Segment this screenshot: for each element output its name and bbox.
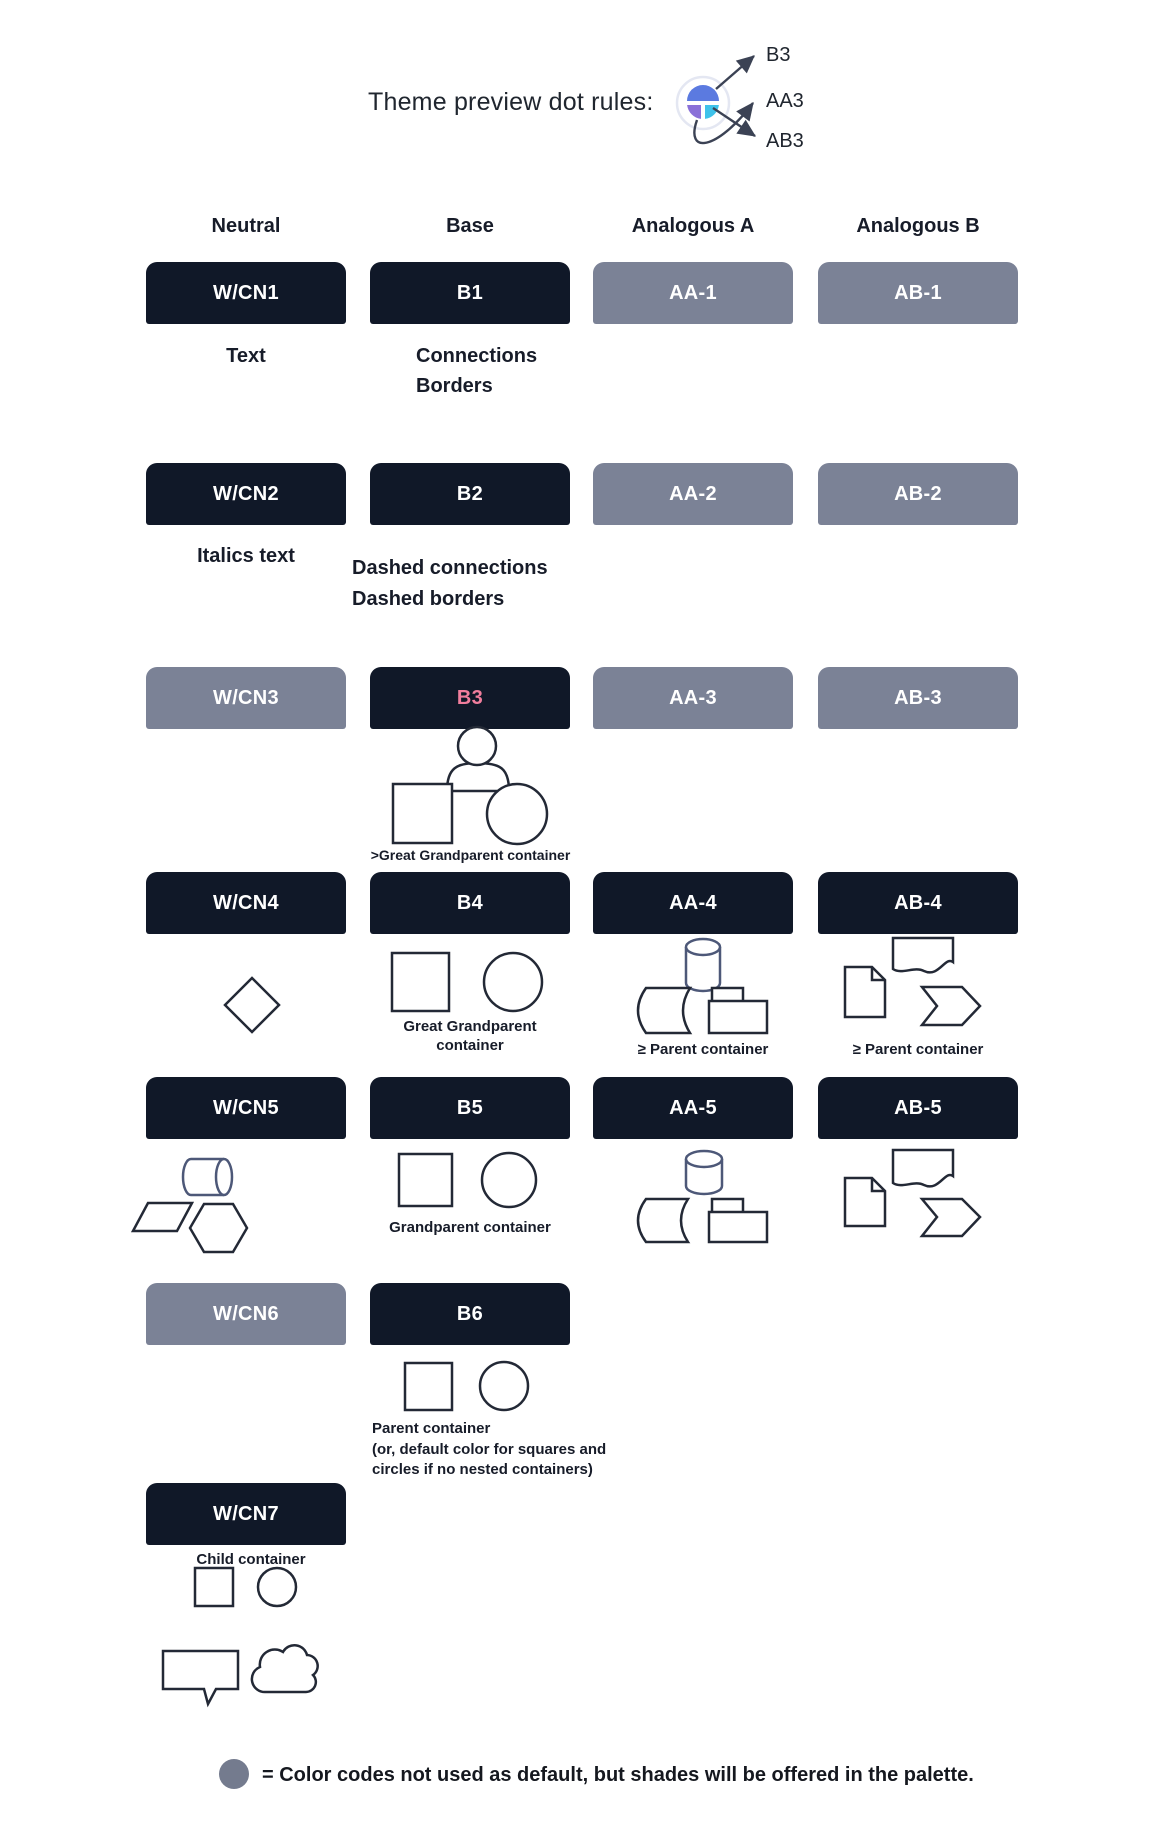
cloud-shape bbox=[252, 1645, 318, 1692]
column-header-neutral: Neutral bbox=[211, 215, 281, 237]
page-title: Theme preview dot rules: bbox=[368, 88, 654, 116]
legend-label-aa3: AA3 bbox=[766, 90, 804, 112]
note-italics-text: Italics text bbox=[197, 545, 295, 567]
swatch-wcn1: W/CN1 bbox=[146, 262, 346, 324]
swatch-wcn3: W/CN3 bbox=[146, 667, 346, 729]
footer-note: = Color codes not used as default, but shades will be offered in the palette. bbox=[262, 1764, 974, 1786]
note-borders: Borders bbox=[416, 375, 493, 397]
note-ge-parent-aa: ≥ Parent container bbox=[637, 1041, 769, 1058]
note-gt-great-grandparent: >Great Grandparent container bbox=[370, 847, 571, 863]
b3-shape-group bbox=[393, 727, 547, 844]
ab4-shape-group bbox=[845, 938, 980, 1025]
column-header-analogous-b: Analogous B bbox=[856, 215, 980, 237]
speech-bubble-shape bbox=[163, 1651, 238, 1704]
folder-shape bbox=[709, 1212, 767, 1242]
stored-data-shape bbox=[638, 1199, 688, 1242]
swatch-aa3: AA-3 bbox=[593, 667, 793, 729]
arrow-to-b3 bbox=[716, 56, 754, 89]
folder-tab-shape bbox=[712, 1199, 743, 1212]
document-shape bbox=[845, 967, 885, 1017]
stored-data-shape bbox=[638, 988, 690, 1033]
wcn7-shape-group bbox=[163, 1568, 318, 1704]
aa5-shape-group bbox=[638, 1151, 767, 1242]
swatch-b4: B4 bbox=[370, 872, 570, 934]
note-parent-line1: Parent container bbox=[372, 1420, 491, 1437]
note-connections: Connections bbox=[416, 345, 538, 367]
chevron-shape bbox=[922, 1199, 980, 1236]
legend-label-ab3: AB3 bbox=[766, 130, 804, 152]
person-icon bbox=[447, 763, 509, 791]
cylinder-icon bbox=[686, 939, 720, 991]
swatch-aa5: AA-5 bbox=[593, 1077, 793, 1139]
b4-shape-group bbox=[392, 953, 542, 1011]
note-ge-parent-ab: ≥ Parent container bbox=[852, 1041, 984, 1058]
swatch-ab1: AB-1 bbox=[818, 262, 1018, 324]
folder-shape bbox=[709, 1001, 767, 1033]
swatch-wcn6: W/CN6 bbox=[146, 1283, 346, 1345]
swatch-aa4: AA-4 bbox=[593, 872, 793, 934]
document-shape bbox=[845, 1178, 885, 1226]
swatch-ab4: AB-4 bbox=[818, 872, 1018, 934]
note-dashed-connections: Dashed connections bbox=[352, 557, 548, 579]
square-shape bbox=[405, 1363, 452, 1410]
swatch-wcn5: W/CN5 bbox=[146, 1077, 346, 1139]
cylinder-icon bbox=[686, 1151, 722, 1194]
note-text: Text bbox=[226, 345, 266, 367]
wavy-document-shape bbox=[893, 938, 953, 972]
swatch-b5: B5 bbox=[370, 1077, 570, 1139]
b6-shape-group bbox=[405, 1362, 528, 1410]
square-shape bbox=[195, 1568, 233, 1606]
note-dashed-borders: Dashed borders bbox=[352, 588, 505, 610]
circle-shape bbox=[487, 784, 547, 844]
wavy-document-shape bbox=[893, 1150, 953, 1186]
column-header-analogous-a: Analogous A bbox=[631, 215, 755, 237]
aa4-shape-group bbox=[638, 939, 767, 1033]
swatch-wcn7: W/CN7 bbox=[146, 1483, 346, 1545]
circle-shape bbox=[480, 1362, 528, 1410]
note-child-container: Child container bbox=[196, 1551, 306, 1568]
chevron-shape bbox=[922, 987, 980, 1025]
circle-shape bbox=[484, 953, 542, 1011]
hexagon-shape bbox=[190, 1204, 247, 1252]
swatch-wcn4: W/CN4 bbox=[146, 872, 346, 934]
swatch-ab3: AB-3 bbox=[818, 667, 1018, 729]
swatch-aa1: AA-1 bbox=[593, 262, 793, 324]
b5-shape-group bbox=[399, 1153, 536, 1207]
column-header-base: Base bbox=[446, 215, 494, 237]
ab5-shape-group bbox=[845, 1150, 980, 1236]
legend-label-b3: B3 bbox=[766, 44, 791, 66]
wcn5-shape-group bbox=[133, 1159, 247, 1252]
note-grandparent: Grandparent container bbox=[389, 1219, 551, 1236]
swatch-b3: B3 bbox=[370, 667, 570, 729]
square-shape bbox=[399, 1154, 452, 1206]
note-parent-line2: (or, default color for squares and bbox=[372, 1441, 607, 1458]
diamond-shape bbox=[225, 978, 279, 1032]
circle-shape bbox=[482, 1153, 536, 1207]
square-shape bbox=[392, 953, 449, 1011]
swatch-ab2: AB-2 bbox=[818, 463, 1018, 525]
parallelogram-shape bbox=[133, 1203, 192, 1231]
person-head-icon bbox=[458, 727, 496, 765]
swatch-ab5: AB-5 bbox=[818, 1077, 1018, 1139]
swatch-b1: B1 bbox=[370, 262, 570, 324]
square-shape bbox=[393, 784, 452, 843]
circle-shape bbox=[258, 1568, 296, 1606]
swatch-wcn2: W/CN2 bbox=[146, 463, 346, 525]
note-parent-line3: circles if no nested containers) bbox=[372, 1461, 593, 1478]
horizontal-cylinder-icon bbox=[183, 1159, 232, 1195]
swatch-b6: B6 bbox=[370, 1283, 570, 1345]
swatch-b2: B2 bbox=[370, 463, 570, 525]
note-great-grandparent: Great Grandparent container bbox=[403, 1018, 537, 1054]
folder-tab-shape bbox=[712, 988, 743, 1001]
swatch-aa2: AA-2 bbox=[593, 463, 793, 525]
